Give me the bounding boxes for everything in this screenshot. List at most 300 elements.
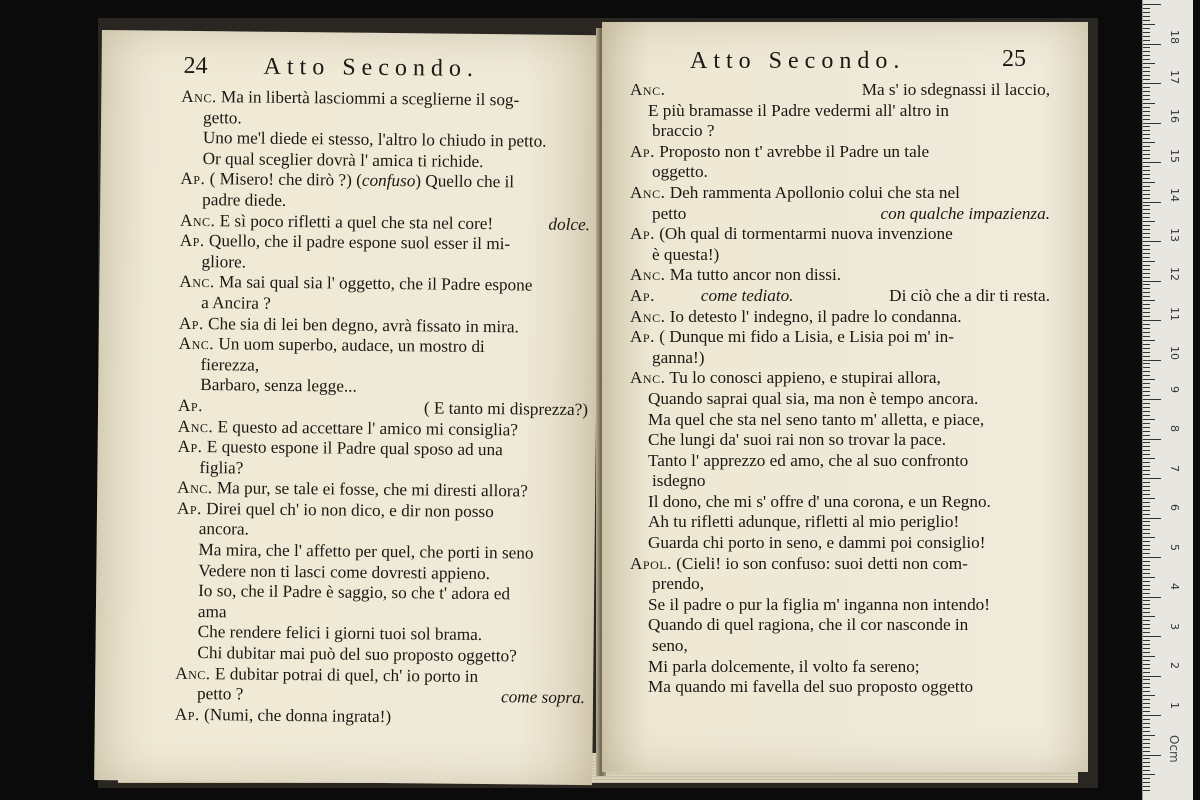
speaker-label: Anc. [630,306,666,326]
ruler-tick [1143,707,1150,708]
text-line [630,265,1050,286]
open-book [98,18,1098,788]
ruler-tick [1143,679,1150,680]
stage-direction: come tediato. [700,285,794,305]
ruler-tick [1143,158,1150,159]
ruler-tick [1143,774,1155,775]
ruler-tick [1143,644,1150,645]
ruler-tick [1143,557,1161,558]
ruler-tick [1143,778,1150,779]
ruler-tick [1143,79,1150,80]
ruler-tick [1143,597,1161,598]
line-text: Tanto l' apprezzo ed amo, che al suo confronto [648,450,969,470]
text-line [630,327,1050,348]
ruler-number: 10 [1168,346,1181,360]
line-text: (Oh qual di tormentarmi nuova invenzione [654,224,953,244]
ruler-tick [1143,296,1150,297]
ruler-tick [1143,379,1155,380]
ruler-tick [1143,245,1150,246]
ruler-tick [1143,111,1150,112]
line-text: ancora. [198,519,249,540]
ruler-tick [1143,71,1150,72]
ruler-tick [1143,735,1155,736]
ruler-tick [1143,640,1150,641]
ruler-tick [1143,415,1150,416]
ruler-tick [1143,553,1150,554]
ruler-brand: Ocm [1167,735,1181,763]
ruler-tick [1143,407,1150,408]
line-text: ama [197,601,227,622]
ruler-tick [1143,360,1161,361]
ruler-tick [1143,142,1155,143]
speaker-label: Ap. [174,704,200,724]
text-line [630,101,1050,122]
ruler-tick [1143,719,1150,720]
ruler-tick [1143,695,1155,696]
ruler-tick [1143,387,1150,388]
line-text: Ma quando mi favella del suo proposto oggetto [648,677,974,697]
line-text: (Cieli! io son confuso: suoi detti non com- [671,553,968,573]
ruler-tick [1143,284,1150,285]
line-text: ( Dunque mi fido a Lisia, e Lisia poi m' in- [654,327,954,347]
ruler-tick [1143,470,1150,471]
line-text-right: Ma s' io sdegnassi il laccio, [861,80,1050,99]
ruler-tick [1143,59,1150,60]
ruler-tick [1143,545,1150,546]
text-line [175,705,585,730]
line-text: gliore. [201,251,247,272]
ruler-tick [1143,16,1150,17]
stage-direction: come sopra. [500,687,586,708]
ruler-tick [1143,20,1150,21]
line-text: ) Quello che il [415,171,515,192]
ruler-tick [1143,103,1155,104]
speaker-label: Anc. [630,368,666,388]
ruler-tick [1143,533,1150,534]
ruler-number: 7 [1168,464,1181,472]
ruler-number: 1 [1168,701,1181,709]
ruler-tick [1143,699,1150,700]
ruler-tick [1143,632,1150,633]
ruler-tick [1143,356,1150,357]
ruler-tick [1143,616,1155,617]
text-line [630,80,1050,101]
right-page-number: 25 [1002,46,1026,72]
line-text: E dubitar potrai di quel, ch' io porto in [210,663,479,686]
ruler-tick [1143,162,1161,163]
text-line [630,657,1050,678]
ruler-tick [1143,668,1150,669]
ruler-tick [1143,170,1150,171]
text-line [630,224,1050,245]
ruler-tick [1143,91,1150,92]
line-text: Quando saprai qual sia, ma non è tempo ancora. [648,388,979,408]
line-text: Vedere non ti lasci come dovresti appieno. [198,560,491,583]
line-text: petto [652,203,687,223]
ruler-tick [1143,174,1150,175]
line-text: Io detesto l' indegno, il padre lo condanna. [665,306,962,326]
ruler-tick [1143,435,1150,436]
ruler-tick [1143,782,1150,783]
ruler-tick [1143,458,1155,459]
ruler-tick [1143,352,1150,353]
ruler-tick [1143,521,1150,522]
ruler-tick [1143,316,1150,317]
ruler-tick [1143,395,1150,396]
ruler-tick [1143,123,1161,124]
speaker-label: Ap. [630,224,655,244]
ruler-number: 14 [1168,188,1181,202]
text-line [630,121,1050,142]
ruler-tick [1143,502,1150,503]
ruler-tick [1143,727,1150,728]
ruler-tick [1143,63,1155,64]
ruler-tick [1143,320,1161,321]
ruler-tick [1143,494,1150,495]
line-text-right: ( E tanto mi disprezza?) [423,398,589,420]
ruler-tick [1143,466,1150,467]
ruler-tick [1143,371,1150,372]
speaker-label: Ap. [180,169,206,189]
ruler-tick [1143,474,1150,475]
right-header [602,44,1088,74]
ruler-tick [1143,213,1150,214]
ruler-tick [1143,328,1150,329]
ruler-tick [1143,138,1150,139]
left-page [94,30,600,785]
ruler-tick [1143,241,1161,242]
line-text: Ah tu rifletti adunque, rifletti al mio periglio! [648,512,960,532]
line-text: padre diede. [202,190,287,210]
ruler-tick [1143,506,1150,507]
ruler-tick [1143,202,1161,203]
ruler-tick [1143,332,1150,333]
ruler-tick [1143,229,1150,230]
ruler-tick [1143,249,1150,250]
speaker-label: Anc. [179,210,216,230]
text-line [630,410,1050,431]
ruler-tick [1143,87,1150,88]
ruler-number: 3 [1168,622,1181,630]
line-text: Ma pur, se tale ei fosse, che mi diresti allora? [212,478,528,501]
ruler-tick [1143,225,1150,226]
ruler-tick [1143,482,1150,483]
line-text: Ma mira, che l' affetto per quel, che porti in seno [198,540,534,563]
ruler-number: 5 [1168,543,1181,551]
text-line [630,554,1050,575]
text-line [630,636,1050,657]
right-page-text [630,80,1050,698]
text-line [630,368,1050,389]
ruler-tick [1143,549,1150,550]
ruler-tick [1143,766,1150,767]
ruler-tick [1143,581,1150,582]
ruler-tick [1143,600,1150,601]
ruler-tick [1143,304,1150,305]
line-text: prendo, [652,574,705,594]
stage-direction: confuso [361,171,416,191]
ruler-tick [1143,608,1150,609]
ruler-tick [1143,743,1150,744]
line-text: oggetto. [652,162,708,182]
line-text: Direi quel ch' io non dico, e dir non posso [201,498,494,522]
ruler-tick [1143,288,1150,289]
ruler-tick [1143,790,1150,791]
line-text: ( Misero! che dirò ?) ( [205,169,362,191]
speaker-label: Apol. [630,553,672,573]
ruler-number: 12 [1168,267,1181,281]
ruler-number: 18 [1168,30,1181,44]
ruler-tick [1143,4,1161,5]
ruler-tick [1143,237,1150,238]
ruler-tick [1143,233,1150,234]
line-text: E questo ad accettare l' amico mi consiglia? [213,416,519,439]
ruler-tick [1143,664,1150,665]
ruler-number: 13 [1168,227,1181,242]
ruler-tick [1143,375,1150,376]
speaker-label: Anc. [181,86,217,107]
speaker-label: Anc. [179,272,215,292]
ruler-tick [1143,442,1150,443]
speaker-label: Ap. [630,141,655,161]
ruler-tick [1143,585,1150,586]
text-line [630,430,1050,451]
line-text: Proposto non t' avrebbe il Padre un tale [654,141,930,161]
line-text: Uno me'l diede ei stesso, l'altro lo chiudo in petto. [202,128,547,151]
ruler-tick [1143,348,1150,349]
right-page [602,22,1088,772]
speaker-label: Ap. [179,230,205,251]
line-text: Deh rammenta Apollonio colui che sta nel [665,182,960,202]
ruler-tick [1143,265,1150,266]
ruler-tick [1143,755,1161,756]
ruler-tick [1143,565,1150,566]
ruler-tick [1143,573,1150,574]
ruler-tick [1143,205,1150,206]
ruler-tick [1143,660,1150,661]
ruler-number: 17 [1168,69,1181,84]
ruler-tick [1143,747,1150,748]
ruler-tick [1143,119,1150,120]
speaker-label: Anc. [630,80,666,99]
text-line [630,348,1050,369]
speaker-label: Anc. [630,265,666,285]
ruler-tick [1143,711,1150,712]
line-text: Or qual sceglier dovrà l' amica ti richide. [202,148,484,171]
text-line [630,574,1050,595]
ruler-tick [1143,336,1150,337]
ruler-tick [1143,134,1150,135]
ruler-number: 15 [1168,148,1181,163]
line-text: (Numi, che donna ingrata!) [199,704,392,726]
ruler-tick [1143,95,1150,96]
line-text: Che sia di lei ben degno, avrà fissato in mira. [203,313,519,336]
line-text: ganna!) [652,347,705,367]
text-line [630,512,1050,533]
ruler-tick [1143,12,1150,13]
line-text: è questa!) [652,244,720,264]
line-text: Se il padre o pur la figlia m' inganna non intendo! [648,594,990,614]
ruler-tick [1143,312,1150,313]
ruler-tick [1143,308,1150,309]
ruler-tick [1143,367,1150,368]
text-line [630,677,1050,698]
ruler-tick [1143,490,1150,491]
ruler-tick [1143,751,1150,752]
ruler-tick [1143,209,1150,210]
ruler-tick [1143,221,1155,222]
ruler-tick [1143,672,1150,673]
ruler-tick [1143,514,1150,515]
ruler-tick [1143,604,1150,605]
ruler-tick [1143,683,1150,684]
line-text: Un uom superbo, audace, un mostro di [214,334,485,357]
ruler-tick [1143,593,1150,594]
ruler-tick [1143,154,1150,155]
ruler-tick [1143,324,1150,325]
ruler-tick [1143,55,1150,56]
ruler-tick [1143,715,1161,716]
ruler-tick [1143,166,1150,167]
ruler-tick [1143,439,1161,440]
ruler-tick [1143,687,1150,688]
ruler-tick [1143,411,1150,412]
ruler-tick [1143,691,1150,692]
left-page-text [175,87,592,730]
ruler-tick [1143,178,1150,179]
ruler-tick [1143,561,1150,562]
ruler-number: 11 [1168,306,1181,321]
text-line [630,492,1050,513]
ruler-tick [1143,529,1150,530]
ruler-tick [1143,67,1150,68]
line-text: figlia? [199,457,244,478]
ruler-tick [1143,786,1150,787]
ruler-tick [1143,454,1150,455]
text-line [630,451,1050,472]
text-line [630,615,1050,636]
ruler-tick [1143,648,1150,649]
text-line [630,183,1050,204]
ruler-tick [1143,577,1155,578]
ruler-tick [1143,292,1150,293]
ruler-tick [1143,723,1150,724]
ruler-tick [1143,391,1150,392]
line-text: E questo espone il Padre qual sposo ad una [202,437,503,460]
ruler-tick [1143,340,1155,341]
text-line [630,204,1050,225]
line-text: Ma sai qual sia l' oggetto, che il Padre espone [214,272,533,295]
line-text: fierezza, [200,354,260,375]
line-text: Mi parla dolcemente, il volto fa sereno; [648,656,920,676]
ruler-tick [1143,269,1150,270]
text-line [630,307,1050,328]
ruler-tick [1143,399,1161,400]
text-line [630,533,1050,554]
ruler-tick [1143,478,1161,479]
ruler-tick [1143,277,1150,278]
ruler-tick [1143,676,1161,677]
ruler-tick [1143,115,1150,116]
line-text: E più bramasse il Padre vedermi all' altro in [648,100,949,120]
line-text: E sì poco rifletti a quel che sta nel core! [215,210,494,233]
ruler-tick [1143,656,1155,657]
text-line [630,595,1050,616]
text-line [630,162,1050,183]
ruler-tick [1143,83,1161,84]
ruler-tick [1143,130,1150,131]
speaker-label: Anc. [630,182,666,202]
ruler-tick [1143,739,1150,740]
ruler-tick [1143,363,1150,364]
ruler-tick [1143,537,1155,538]
ruler-tick [1143,620,1150,621]
ruler-tick [1143,427,1150,428]
ruler-number: 4 [1168,583,1181,590]
ruler-tick [1143,541,1150,542]
line-text: isdegno [652,471,706,491]
ruler-tick [1143,612,1150,613]
line-text: Chi dubitar mai può del suo proposto oggetto? [197,643,517,666]
line-text: Quello, che il padre espone suol esser il mi- [204,231,511,254]
ruler-tick [1143,486,1150,487]
ruler-tick [1143,186,1150,187]
line-text: Ma in libertà lasciommi a sceglierne il sog- [216,87,520,110]
text-line [630,471,1050,492]
ruler-tick [1143,217,1150,218]
ruler-tick [1143,403,1150,404]
ruler-tick [1143,525,1150,526]
ruler-tick [1143,126,1150,127]
text-line [630,286,1050,307]
ruler-tick [1143,8,1150,9]
ruler-tick [1143,281,1161,282]
stage-direction: dolce. [548,214,591,234]
ruler-tick [1143,431,1150,432]
ruler-number: 16 [1168,109,1181,123]
left-header [101,52,599,87]
ruler-tick [1143,569,1150,570]
ruler-tick [1143,344,1150,345]
ruler-tick [1143,462,1150,463]
ruler-tick [1143,589,1150,590]
ruler-tick [1143,253,1150,254]
line-text: Che lungi da' suoi rai non so trovar la pace. [648,430,947,450]
line-text: seno, [652,636,688,656]
ruler-tick [1143,510,1150,511]
line-text: Io so, che il Padre è saggio, so che t' adora ed [198,581,511,604]
ruler-tick [1143,652,1150,653]
line-text: getto. [202,107,242,128]
line-text-right: Di ciò che a dir ti resta. [889,285,1050,305]
line-text: petto ? [196,684,244,704]
text-line [630,142,1050,163]
speaker-label: Ap. [630,327,655,347]
ruler-tick [1143,731,1150,732]
line-text: Ma tutto ancor non dissi. [665,265,842,285]
text-line [630,389,1050,410]
ruler-tick [1143,446,1150,447]
line-text: braccio ? [652,121,715,141]
ruler-tick [1143,24,1155,25]
ruler-tick [1143,758,1150,759]
ruler-tick [1143,107,1150,108]
ruler-tick [1143,28,1150,29]
ruler-tick [1143,624,1150,625]
ruler-tick [1143,75,1150,76]
ruler-tick [1143,762,1150,763]
ruler-tick [1143,423,1150,424]
